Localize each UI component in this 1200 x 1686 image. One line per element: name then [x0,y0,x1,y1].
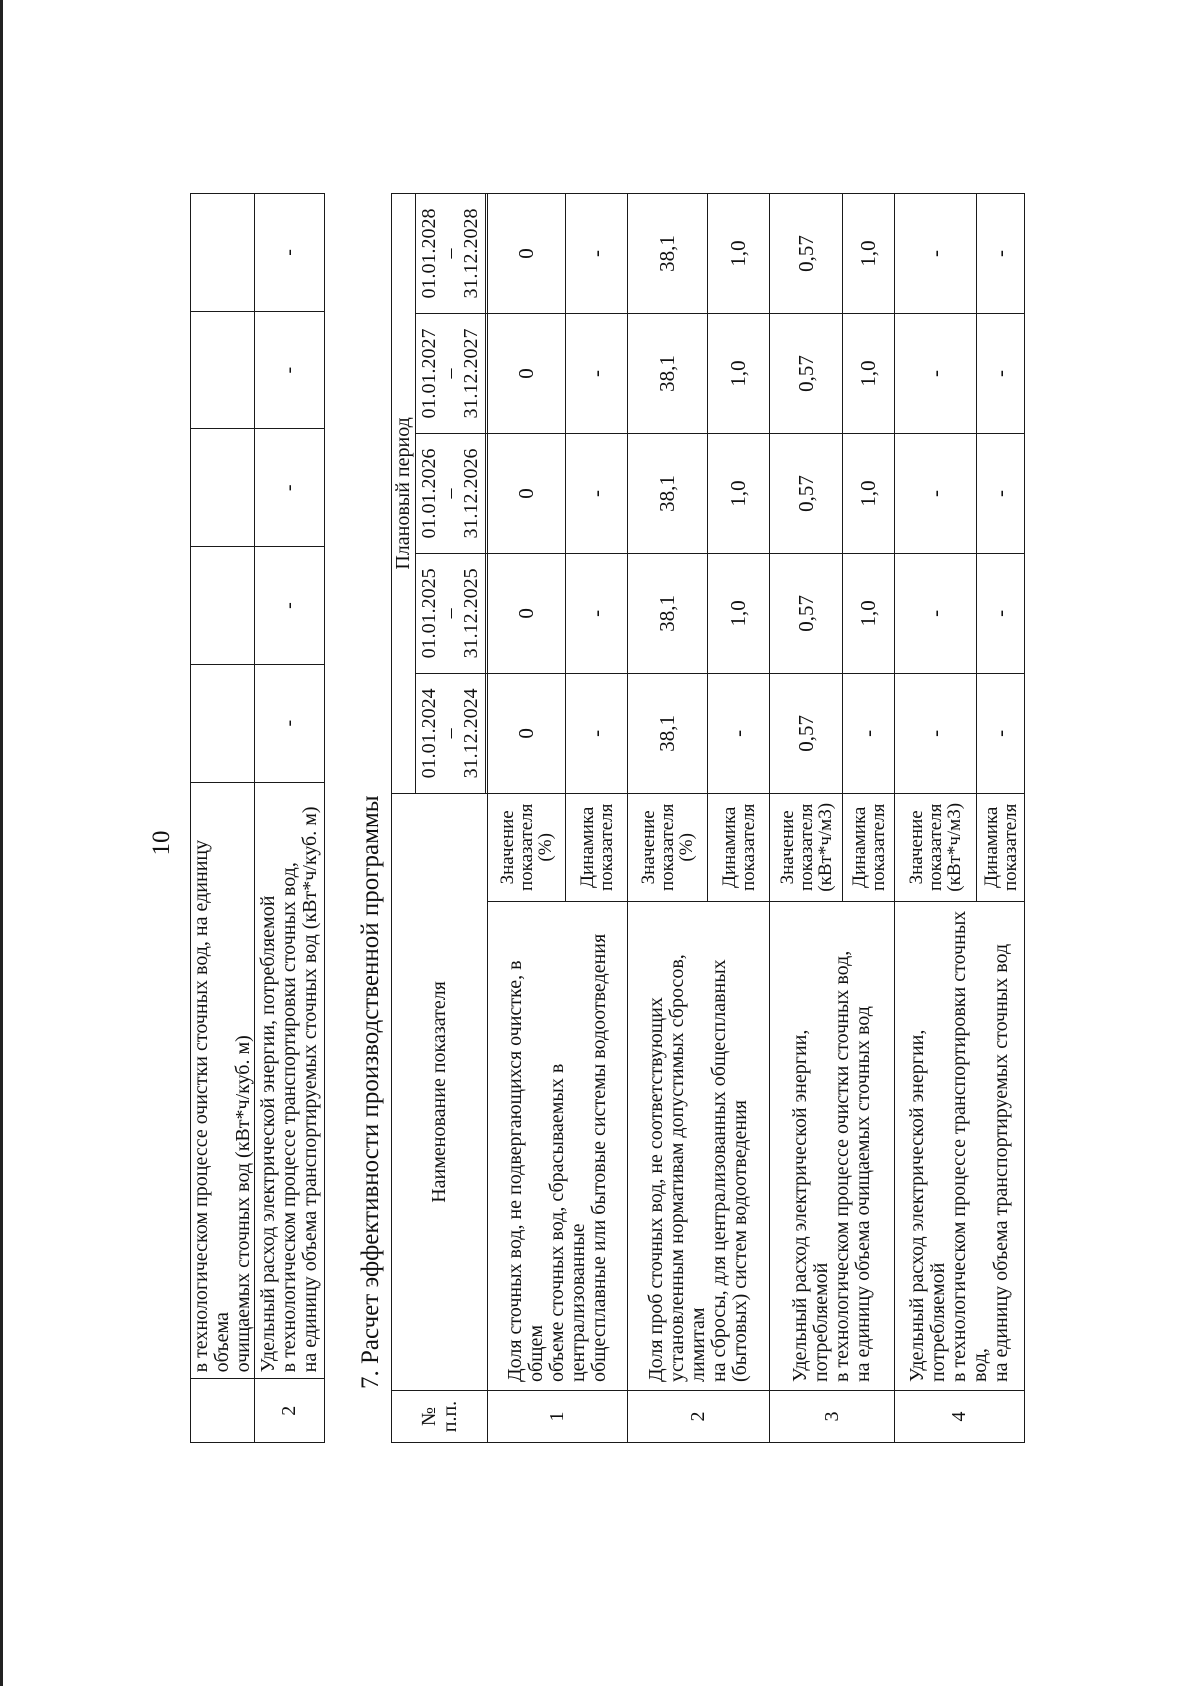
dynamic-cell: 1,0 [843,314,895,434]
value-cell: - [255,547,325,665]
value-cell: - [255,194,325,312]
text-line: Доля сточных вод, не подвергающихся очистке, в общем [504,960,547,1383]
text-line: Удельный расход электрической энергии, потребляемой [789,1029,832,1383]
row-number: 2 [255,1379,325,1443]
value-cell [191,664,255,782]
period-2025 [416,553,486,673]
row-number: 2 [628,1391,770,1443]
text-line: показателя [595,803,617,892]
text-line: на единицу объема транспортируемых сточных вод (кВт*ч/куб. м) [299,806,321,1373]
text-line: Значение [638,810,659,885]
indicator-name [770,901,895,1390]
text-line: показателя [657,803,678,892]
text-line: Значение [497,810,518,885]
period-2027 [416,314,486,434]
dynamic-cell: - [566,553,628,673]
value-cell [191,194,255,312]
text-line: на единицу объема очищаемых сточных вод [852,1006,874,1383]
text-line: Доля проб сточных вод, не соответствующих [645,997,667,1383]
text-line: Удельный расход электрической энергии, потребляемой [906,1029,949,1383]
value-cell: 38,1 [628,673,708,793]
value-cell: 0,57 [770,553,843,673]
value-cell: 0 [488,314,566,434]
value-cell: 0,57 [770,673,843,793]
value-cell: 0,57 [770,314,843,434]
period-2028 [416,194,486,314]
dynamic-cell: 1,0 [708,314,770,434]
period-header: Плановый период [392,194,416,794]
dynamic-cell: - [708,673,770,793]
table-row [191,194,255,1443]
dynamic-label [566,793,628,901]
dynamic-cell: - [843,673,895,793]
dynamic-cell: - [977,673,1025,793]
text-line: показателя [737,803,759,892]
text-line: в технологическом процессе очистки сточных вод, [831,950,853,1383]
name-header: Наименование показателя [392,793,488,1390]
text-line: Удельный расход электрической энергии, потребляемой [257,895,279,1373]
value-label [770,793,843,901]
period-to: 31.12.2026 [460,448,482,539]
text-line: Динамика [576,806,598,888]
indicator-name [488,901,628,1390]
text-line: Значение [906,810,927,885]
value-cell: - [895,194,977,314]
dynamic-cell: 1,0 [708,433,770,553]
text-line: показателя [516,803,537,892]
period-from: 01.01.2026 [418,448,440,539]
previous-table-continuation [190,193,325,1443]
text-line: показателя [999,803,1021,892]
value-cell: - [255,311,325,429]
value-cell: - [895,433,977,553]
table-row [770,194,843,1443]
dynamic-cell: - [566,673,628,793]
dynamic-cell: 1,0 [708,553,770,673]
text-line: в технологическом процессе транспортировки сточных вод, [278,862,300,1373]
value-cell: - [895,553,977,673]
num-header: № п.п. [392,1391,488,1443]
period-to: 31.12.2025 [460,568,482,659]
value-cell: 0 [488,673,566,793]
indicator-name [895,901,1025,1390]
period-from: 01.01.2025 [418,568,440,659]
efficiency-table [391,193,1025,1443]
period-from: 01.01.2027 [418,328,440,419]
indicator-name [191,782,255,1379]
table-row [255,194,325,1443]
value-label [895,793,977,901]
dynamic-cell: 1,0 [843,433,895,553]
value-cell: 38,1 [628,194,708,314]
text-line: (%) [676,833,697,862]
period-2026 [416,433,486,553]
period-from: 01.01.2028 [418,208,440,299]
period-dash: – [439,248,461,259]
value-cell: 38,1 [628,314,708,434]
text-line: показателя [867,803,889,892]
period-to: 31.12.2027 [460,328,482,419]
table-row [628,194,708,1443]
dynamic-cell: 1,0 [708,194,770,314]
dynamic-cell: 1,0 [843,553,895,673]
period-dash: – [439,488,461,499]
dynamic-label [977,793,1025,901]
dynamic-cell: - [977,433,1025,553]
value-label [628,793,708,901]
text-line: установленным нормативам допустимых сбросов, лимитам [666,954,709,1383]
text-line: на единицу объема транспортируемых сточных вод [990,943,1012,1383]
value-cell [191,311,255,429]
dynamic-label [843,793,895,901]
section-title: 7. Расчет эффективности производственной программы [357,795,384,1389]
value-cell: - [255,429,325,547]
period-2024 [416,673,486,793]
dynamic-cell: - [566,433,628,553]
value-cell: - [895,314,977,434]
dynamic-cell: - [977,553,1025,673]
period-to: 31.12.2028 [460,208,482,299]
period-to: 31.12.2024 [460,688,482,779]
value-cell: - [895,673,977,793]
dynamic-cell: - [977,194,1025,314]
text-line: в технологическом процессе транспортировки сточных вод, [948,910,991,1383]
dynamic-cell: - [566,194,628,314]
text-line: в технологическом процессе очистки сточных вод, на единицу объема [190,839,233,1373]
row-number: 1 [488,1391,628,1443]
value-cell: - [255,664,325,782]
value-cell: 0 [488,194,566,314]
text-line: объеме сточных вод, сбрасываемых в централизованные [546,1063,589,1383]
page-number: 10 [148,830,175,856]
text-line: общесплавные или бытовые системы водоотведения [588,933,610,1383]
value-label [488,793,566,901]
indicator-name [255,782,325,1379]
table-row [895,194,977,1443]
period-dash: – [439,728,461,739]
value-cell: 0 [488,433,566,553]
value-cell [191,429,255,547]
text-line: Динамика [980,806,1002,888]
text-line: показателя [925,803,946,892]
dynamic-cell: - [977,314,1025,434]
text-line: (кВт*ч/м3) [814,802,836,892]
value-cell: 0,57 [770,194,843,314]
row-number [191,1379,255,1443]
indicator-name [628,901,770,1390]
value-cell [191,547,255,665]
period-dash: – [439,608,461,619]
text-line: Значение [776,810,798,885]
value-cell: 38,1 [628,433,708,553]
dynamic-cell: - [566,314,628,434]
text-line: (%) [535,833,556,862]
text-line: Динамика [848,806,870,888]
dynamic-label [708,793,770,901]
text-line: очищаемых сточных вод (кВт*ч/куб. м) [232,1035,254,1373]
value-cell: 0,57 [770,433,843,553]
text-line: на сбросы, для централизованных общесплавных [708,959,730,1383]
text-line: (бытовых) систем водоотведения [729,1100,751,1383]
value-cell: 0 [488,553,566,673]
period-dash: – [439,368,461,379]
dynamic-cell: 1,0 [843,194,895,314]
text-line: показателя [795,803,817,892]
header-row [392,194,416,1443]
text-line: Динамика [718,806,740,888]
row-number: 3 [770,1391,895,1443]
period-from: 01.01.2024 [418,688,440,779]
value-cell: 38,1 [628,553,708,673]
text-line: (кВт*ч/м3) [944,802,965,892]
table-row [488,194,566,1443]
row-number: 4 [895,1391,1025,1443]
